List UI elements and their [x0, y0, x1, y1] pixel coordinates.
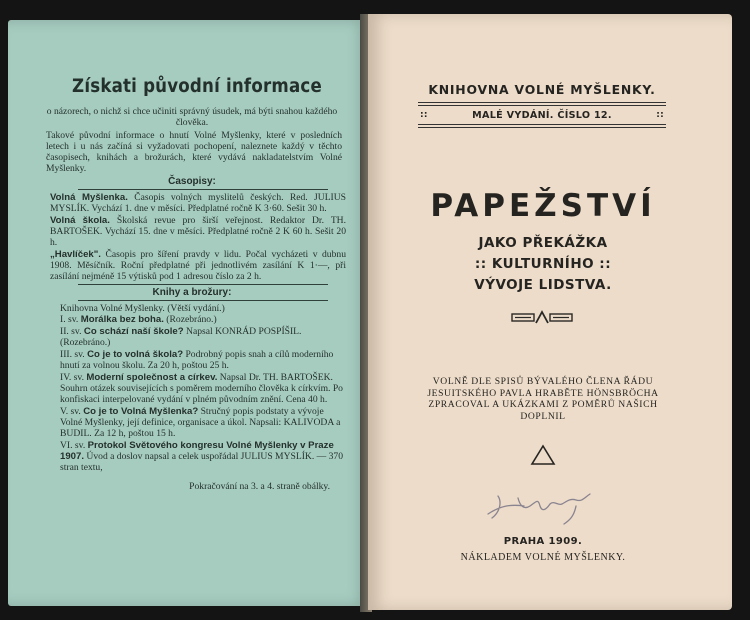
book-description: Úvod a doslov napsal a celek uspořádal JULIUS MYSLÍK. — 370 stran textu,	[60, 451, 344, 473]
periodicals-heading: Časopisy:	[168, 176, 216, 187]
subtitle-line: JAKO PŘEKÁŽKA	[478, 235, 608, 251]
book-volume: VI. sv.	[60, 440, 86, 451]
book-description: Napsal Dr. TH. BARTOŠEK. Souhrn otázek souvisejících s poměrem moderního člověka k církvím. Po konfiskaci interpelované vydání v plném původním znění. Cena 40 h.	[60, 372, 343, 405]
authorship-statement: VOLNĚ DLE SPISŮ BÝVALÉHO ČLENA ŘÁDU JESUITSKÉHO PAVLA HRABĚTE HÖNSBRÖCHA ZPRACOVAL A UKÁZKAMI Z POMĚRŮ NAŠICH DOPLNIL	[427, 376, 659, 422]
back-cover-body: Takové původní informace o hnutí Volné Myšlenky, které v posledních letech i u nás začíná si vyžadovati pochopení, naleznete každý v těchto časopisech, knihách a brožurách, které vydává nakladatelstvím Volné Myšlenky.	[46, 130, 342, 174]
book-title: Protokol Světového kongresu Volné Myšlenky v Praze 1907.	[60, 440, 334, 462]
book-title: PAPEŽSTVÍ	[430, 188, 656, 224]
book-description: (Rozebráno.)	[166, 314, 217, 325]
book-title: Co je to Volná Myšlenka?	[83, 406, 199, 417]
edition-line	[418, 110, 666, 121]
edition-label: MALÉ VYDÁNÍ. ČÍSLO 12.	[472, 110, 612, 121]
book-title: Co je to volná škola?	[87, 349, 184, 360]
subtitle-line: :: KULTURNÍHO ::	[474, 256, 612, 272]
book-entry	[38, 406, 346, 439]
book-entry	[38, 314, 346, 325]
subtitle-line: VÝVOJE LIDSTVA.	[474, 277, 612, 293]
divider	[78, 284, 328, 285]
publisher-line: NÁKLADEM VOLNÉ MYŠLENKY.	[460, 552, 626, 563]
handwritten-signature	[480, 476, 600, 526]
book-entry	[38, 349, 346, 371]
book-title: Co schází naší škole?	[83, 326, 184, 337]
divider	[78, 300, 328, 301]
place-and-year: PRAHA 1909.	[503, 536, 583, 547]
periodical-entry	[38, 249, 346, 282]
edition-mark: ::	[656, 110, 664, 120]
periodical-title: Volná škola.	[50, 215, 110, 226]
periodical-description: Školská revue pro širší veřejnost. Redaktor Dr. TH. BARTOŠEK. Vychází 15. dne v měsíci. Předplatné ročně 2 K 60 h. Sešit 20 h.	[50, 215, 347, 248]
books-heading: Knihy a brožury:	[152, 287, 232, 298]
triangle-emblem-icon	[530, 444, 556, 466]
book-description: Stručný popis podstaty a vývoje Volné Myšlenky, její definice, organisace a úkol. Napsali: KALIVODA a BUDIL. Za 12 h, poštou 15 h.	[60, 406, 341, 439]
periodical-entry	[38, 215, 346, 248]
double-rule	[418, 102, 666, 106]
back-cover-intro: o názorech, o nichž si chce učiniti správný úsudek, má býti snahou každého člověka.	[46, 106, 338, 128]
double-rule	[418, 124, 666, 128]
ornament-icon	[511, 310, 573, 326]
book-volume: II. sv.	[60, 326, 82, 337]
book-entry	[38, 326, 346, 348]
edition-mark: ::	[420, 110, 428, 120]
periodical-title: Volná Myšlenka.	[50, 192, 128, 203]
title-page	[368, 14, 732, 610]
periodical-title: „Havlíček".	[50, 249, 101, 260]
divider	[78, 189, 328, 190]
back-cover-heading: Získati původní informace	[72, 76, 322, 97]
periodical-description: Časopis pro šíření pravdy v lidu. Počal vycházeti v dubnu 1908. Měsíčník. Roční předplatné při jednotlivém zasílání K 1·—, při zasílání nejméně 15 výtisků pod 1 adresou číslo za 2 h.	[50, 249, 346, 282]
periodical-entry	[38, 192, 346, 214]
periodical-description: Časopis volných myslitelů českých. Red. JULIUS MYSLÍK. Vychází 1. dne v měsíci. Předplatné ročně K 3·60. Sešit 30 h.	[50, 192, 347, 214]
series-name: KNIHOVNA VOLNÉ MYŠLENKY.	[428, 82, 656, 97]
book-description: Napsal KONRÁD POSPÍŠIL. (Rozebráno.)	[60, 326, 302, 348]
book-title: Morálka bez boha.	[80, 314, 164, 325]
book-entry	[38, 372, 346, 405]
book-volume: IV. sv.	[60, 372, 84, 383]
book-volume: V. sv.	[60, 406, 81, 417]
books-intro: Knihovna Volné Myšlenky. (Větší vydání.)	[60, 303, 225, 314]
book-volume: I. sv.	[60, 314, 79, 325]
continued-note: Pokračování na 3. a 4. straně obálky.	[189, 481, 330, 492]
book-entry	[38, 440, 346, 473]
book-description: Podrobný popis snah a cílů moderního hnutí za volnou školu. Za 20 h, poštou 25 h.	[60, 349, 334, 371]
book-volume: III. sv.	[60, 349, 85, 360]
book-title: Moderní společnost a církev.	[86, 372, 218, 383]
back-cover-page	[8, 20, 370, 606]
